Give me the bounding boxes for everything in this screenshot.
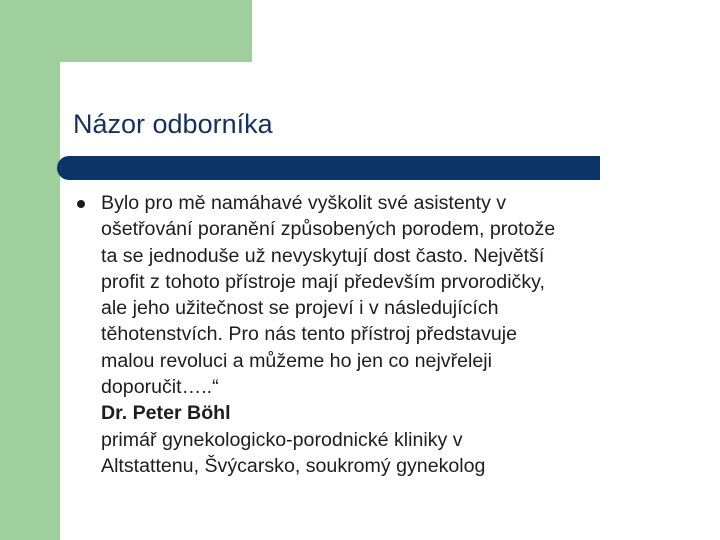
author-name: Dr. Peter Böhl: [101, 402, 231, 425]
green-left-stripe: [0, 0, 60, 540]
quote-line: těhotenstvích. Pro nás tento přístroj představuje: [101, 323, 518, 346]
title-underline-bar: [57, 156, 600, 180]
quote-line: ta se jednoduše už nevyskytují dost často. Největší: [101, 244, 545, 267]
quote-line: malou revoluci a můžeme ho jen co nejvřeleji: [101, 349, 492, 372]
quote-line: ale jeho užitečnost se projeví i v následujících: [101, 297, 499, 320]
slide-title: Názor odborníka: [73, 109, 273, 139]
bullet-text: [101, 190, 681, 479]
quote-line: ošetřování poranění způsobených porodem, protože: [101, 218, 556, 241]
quote-line: doporučit…..“: [101, 376, 219, 399]
quote-line: profit z tohoto přístroje mají především prvorodičky,: [101, 270, 545, 293]
author-role-line: Altstattenu, Švýcarsko, soukromý gynekolog: [101, 454, 486, 477]
author-role-line: primář gynekologicko-porodnické kliniky v: [101, 428, 463, 451]
quote-line: Bylo pro mě namáhavé vyškolit své asistenty v: [101, 192, 507, 214]
bullet-icon: [77, 200, 85, 208]
